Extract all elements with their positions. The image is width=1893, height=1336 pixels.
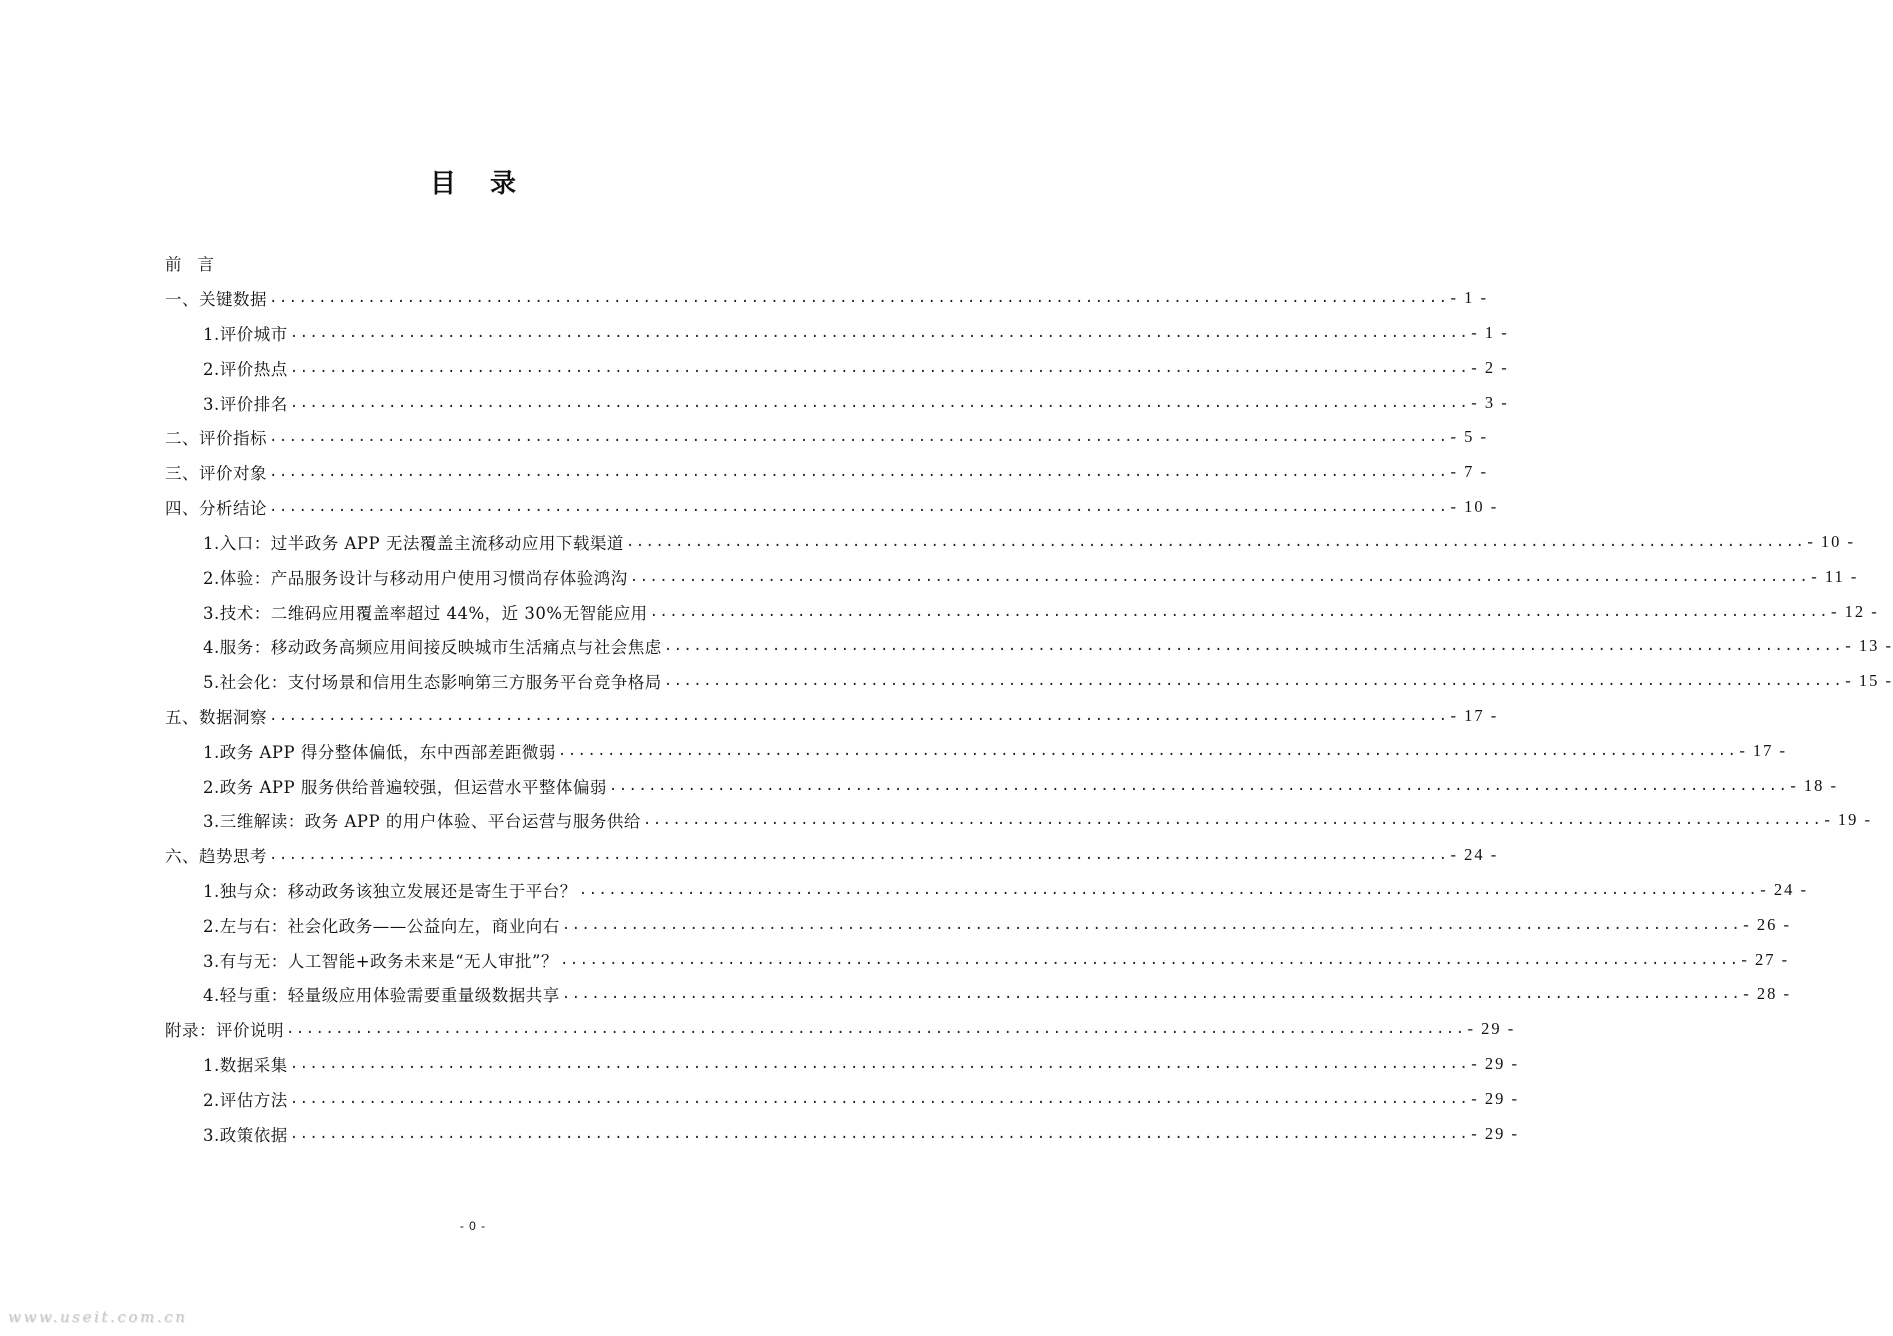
toc-entry-chapter[interactable]: [165, 420, 1488, 455]
toc-page-number: - 29 -: [1471, 1054, 1519, 1074]
toc-entry-label: 四、分析结论: [165, 499, 267, 519]
toc-entry-label: 3.技术：二维码应用覆盖率超过 44%，近 30%无智能应用: [203, 603, 648, 623]
toc-dot-leader: ........................................................................................................................: [578, 882, 1759, 899]
toc-entry-label: 4.轻与重：轻量级应用体验需要重量级数据共享: [203, 986, 560, 1006]
toc-entry-label: 2.政务 APP 服务供给普遍较强，但运营水平整体偏弱: [203, 777, 607, 797]
toc-entry-section[interactable]: [165, 525, 1856, 560]
toc-entry-chapter[interactable]: [165, 281, 1488, 316]
footer-page-number: - 0 -: [459, 1219, 487, 1233]
toc-page-number: - 2 -: [1471, 357, 1509, 377]
toc-dot-leader: ........................................................................................................................: [561, 916, 1742, 933]
table-of-contents: [165, 246, 1893, 1151]
toc-entry-section[interactable]: [165, 629, 1893, 664]
watermark: www.useit.com.cn: [8, 1308, 188, 1326]
toc-entry-section[interactable]: [165, 977, 1791, 1012]
toc-entry-label: 3.有与无：人工智能+政务未来是“无人审批”？: [203, 951, 558, 971]
toc-entry-label: 三、评价对象: [165, 464, 267, 484]
toc-dot-leader: ........................................................................................................................: [629, 568, 1810, 585]
toc-dot-leader: ........................................................................................................................: [269, 429, 1449, 446]
toc-dot-leader: ........................................................................................................................: [269, 499, 1449, 516]
toc-entry-label: 2.评价热点: [203, 359, 288, 379]
toc-entry-section[interactable]: [165, 907, 1791, 942]
toc-page-number: - 11 -: [1811, 566, 1859, 586]
toc-page-number: - 10 -: [1450, 497, 1499, 517]
toc-entry-label: 3.三维解读：政务 APP 的用户体验、平台运营与服务供给: [203, 812, 641, 832]
toc-dot-leader: ........................................................................................................................: [608, 777, 1789, 794]
toc-page-number: - 27 -: [1741, 949, 1790, 969]
toc-dot-leader: ........................................................................................................................: [289, 325, 1470, 342]
toc-page-number: - 10 -: [1807, 531, 1856, 551]
toc-page-number: - 5 -: [1450, 427, 1488, 447]
toc-dot-leader: ........................................................................................................................: [289, 1090, 1470, 1107]
toc-entry-section[interactable]: [165, 1047, 1519, 1082]
toc-entry-section[interactable]: [165, 942, 1790, 977]
toc-page-number: - 7 -: [1450, 462, 1488, 482]
toc-entry-label: 五、数据洞察: [165, 707, 267, 727]
toc-entry-section[interactable]: [165, 316, 1509, 351]
toc-dot-leader: ........................................................................................................................: [289, 359, 1470, 376]
toc-page-number: - 15 -: [1845, 671, 1893, 691]
toc-entry-label: 3.评价排名: [203, 394, 288, 414]
toc-entry-section[interactable]: [165, 803, 1873, 838]
toc-page-number: - 3 -: [1471, 392, 1509, 412]
toc-dot-leader: ........................................................................................................................: [286, 1021, 1466, 1038]
toc-entry-chapter[interactable]: [165, 699, 1499, 734]
toc-entry-label: 1.入口：过半政务 APP 无法覆盖主流移动应用下载渠道: [203, 533, 624, 553]
toc-entry-section[interactable]: [165, 594, 1879, 629]
toc-page-number: - 26 -: [1743, 914, 1791, 934]
toc-page-number: - 13 -: [1845, 636, 1893, 656]
toc-page-number: - 1 -: [1450, 288, 1488, 308]
toc-dot-leader: ........................................................................................................................: [561, 986, 1742, 1003]
toc-entry-label: 一、关键数据: [165, 290, 267, 310]
toc-entry-chapter[interactable]: [165, 490, 1499, 525]
toc-dot-leader: ........................................................................................................................: [625, 533, 1806, 550]
toc-page-number: - 29 -: [1471, 1123, 1519, 1143]
toc-dot-leader: ........................................................................................................................: [559, 951, 1740, 968]
toc-entry-chapter[interactable]: [165, 838, 1499, 873]
toc-page-number: - 29 -: [1467, 1019, 1516, 1039]
toc-entry-label: 2.左与右：社会化政务——公益向左，商业向右: [203, 916, 560, 936]
toc-entry-section[interactable]: [165, 768, 1839, 803]
toc-dot-leader: ........................................................................................................................: [289, 1125, 1470, 1142]
toc-entry-section[interactable]: [165, 1082, 1519, 1117]
toc-entry-section[interactable]: [165, 350, 1509, 385]
toc-dot-leader: ........................................................................................................................: [642, 812, 1823, 829]
toc-entry-label: 六、趋势思考: [165, 847, 267, 867]
toc-entry-label: 1.独与众：移动政务该独立发展还是寄生于平台？: [203, 882, 577, 902]
toc-entry-label: 3.政策依据: [203, 1125, 288, 1145]
toc-entry-chapter[interactable]: [165, 455, 1488, 490]
toc-page-number: - 17 -: [1450, 705, 1499, 725]
toc-page-number: - 24 -: [1450, 845, 1499, 865]
toc-dot-leader: ........................................................................................................................: [269, 847, 1449, 864]
toc-entry-section[interactable]: [165, 873, 1808, 908]
toc-entry-label: 1.评价城市: [203, 325, 288, 345]
toc-dot-leader: ........................................................................................................................: [289, 1056, 1470, 1073]
toc-page-number: - 17 -: [1739, 740, 1788, 760]
toc-entry-section[interactable]: [165, 733, 1788, 768]
toc-dot-leader: ........................................................................................................................: [649, 603, 1830, 620]
toc-entry-section[interactable]: [165, 385, 1509, 420]
toc-entry-chapter[interactable]: [165, 1012, 1516, 1047]
toc-dot-leader: ........................................................................................................................: [269, 290, 1449, 307]
toc-dot-leader: ........................................................................................................................: [289, 394, 1470, 411]
toc-entry-label: 4.服务：移动政务高频应用间接反映城市生活痛点与社会焦虑: [203, 638, 662, 658]
toc-page-number: - 24 -: [1760, 880, 1808, 900]
toc-page-number: - 12 -: [1831, 601, 1879, 621]
toc-page-number: - 1 -: [1471, 323, 1509, 343]
toc-dot-leader: ........................................................................................................................: [269, 464, 1449, 481]
toc-page-number: - 28 -: [1743, 984, 1791, 1004]
toc-entry-label: 前言: [165, 255, 230, 275]
toc-dot-leader: ........................................................................................................................: [269, 707, 1449, 724]
toc-entry-label: 1.政务 APP 得分整体偏低，东中西部差距微弱: [203, 742, 556, 762]
toc-entry-label: 二、评价指标: [165, 429, 267, 449]
toc-entry-label: 2.评估方法: [203, 1090, 288, 1110]
toc-entry-label: 5.社会化：支付场景和信用生态影响第三方服务平台竞争格局: [203, 673, 662, 693]
toc-entry-label: 附录：评价说明: [165, 1021, 284, 1041]
toc-entry-section[interactable]: [165, 559, 1859, 594]
toc-entry-chapter[interactable]: [165, 246, 785, 281]
toc-dot-leader: ........................................................................................................................: [557, 742, 1738, 759]
toc-page-number: - 29 -: [1471, 1088, 1519, 1108]
toc-entry-section[interactable]: [165, 664, 1893, 699]
page-title: 目录: [429, 169, 550, 199]
toc-dot-leader: ........................................................................................................................: [663, 673, 1844, 690]
toc-dot-leader: ........................................................................................................................: [663, 638, 1844, 655]
toc-entry-section[interactable]: [165, 1116, 1519, 1151]
toc-page-number: - 18 -: [1790, 775, 1839, 795]
toc-entry-label: 2.体验：产品服务设计与移动用户使用习惯尚存体验鸿沟: [203, 568, 628, 588]
toc-page-number: - 19 -: [1824, 810, 1873, 830]
toc-entry-label: 1.数据采集: [203, 1056, 288, 1076]
